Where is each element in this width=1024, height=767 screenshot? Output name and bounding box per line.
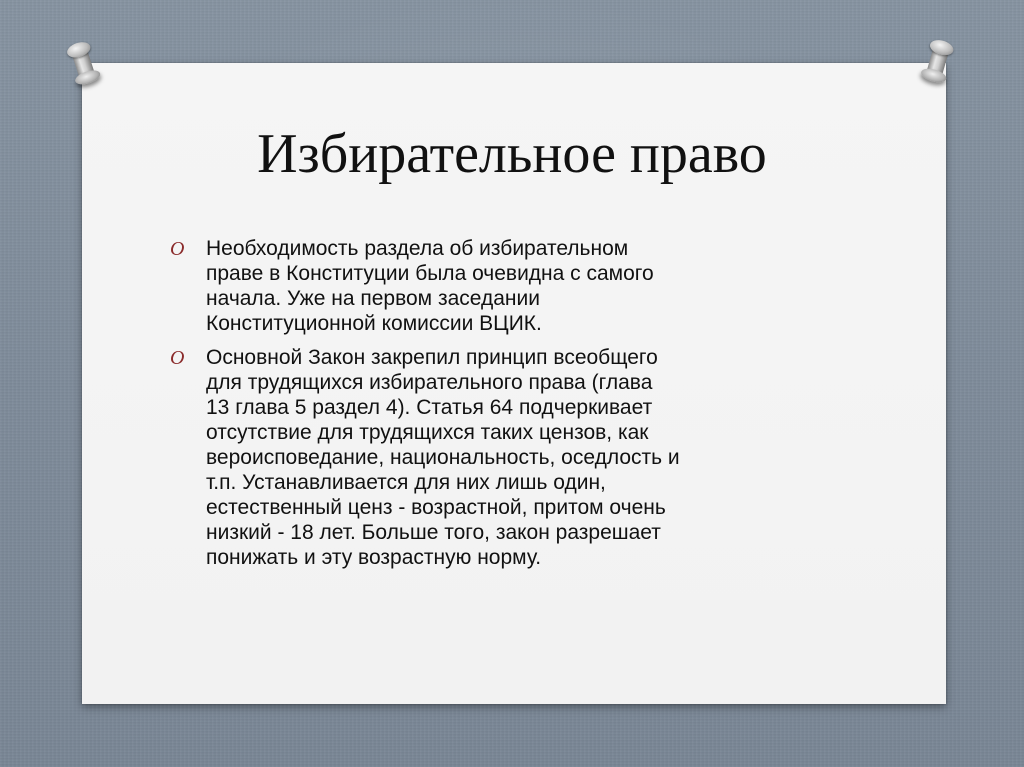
right-pushpin-icon: [917, 37, 957, 91]
bullet-line: Необходимость раздела об избирательном: [206, 237, 629, 260]
left-pushpin-icon: [63, 39, 104, 93]
bullet-line: Конституционной комиссии ВЦИК.: [206, 312, 542, 335]
bullet-line: низкий - 18 лет. Больше того, закон разрешает: [206, 521, 661, 544]
bullet-line: т.п. Устанавливается для них лишь один,: [206, 471, 606, 494]
bullet-line: понижать и эту возрастную норму.: [206, 546, 542, 569]
bullet-line: для трудящихся избирательного права (глава: [206, 371, 653, 394]
bullet-marker-icon: O: [170, 347, 185, 369]
bullet-item: [170, 345, 860, 570]
bullet-list: [170, 236, 860, 579]
bullet-line: естественный ценз - возрастной, притом очень: [206, 496, 666, 519]
bullet-line: вероисповедание, национальность, оседлость и: [206, 446, 680, 469]
bullet-line: Основной Закон закрепил принцип всеобщего: [206, 346, 658, 369]
bullet-line: отсутствие для трудящихся таких цензов, как: [206, 421, 649, 444]
bullet-line: начала. Уже на первом заседании: [206, 287, 540, 310]
slide-title: Избирательное право: [257, 123, 767, 185]
bullet-item: [170, 236, 860, 336]
bullet-line: праве в Конституции была очевидна с самого: [206, 262, 654, 285]
bullet-marker-icon: O: [170, 238, 185, 260]
bullet-line: 13 глава 5 раздел 4). Статья 64 подчеркивает: [206, 396, 653, 419]
